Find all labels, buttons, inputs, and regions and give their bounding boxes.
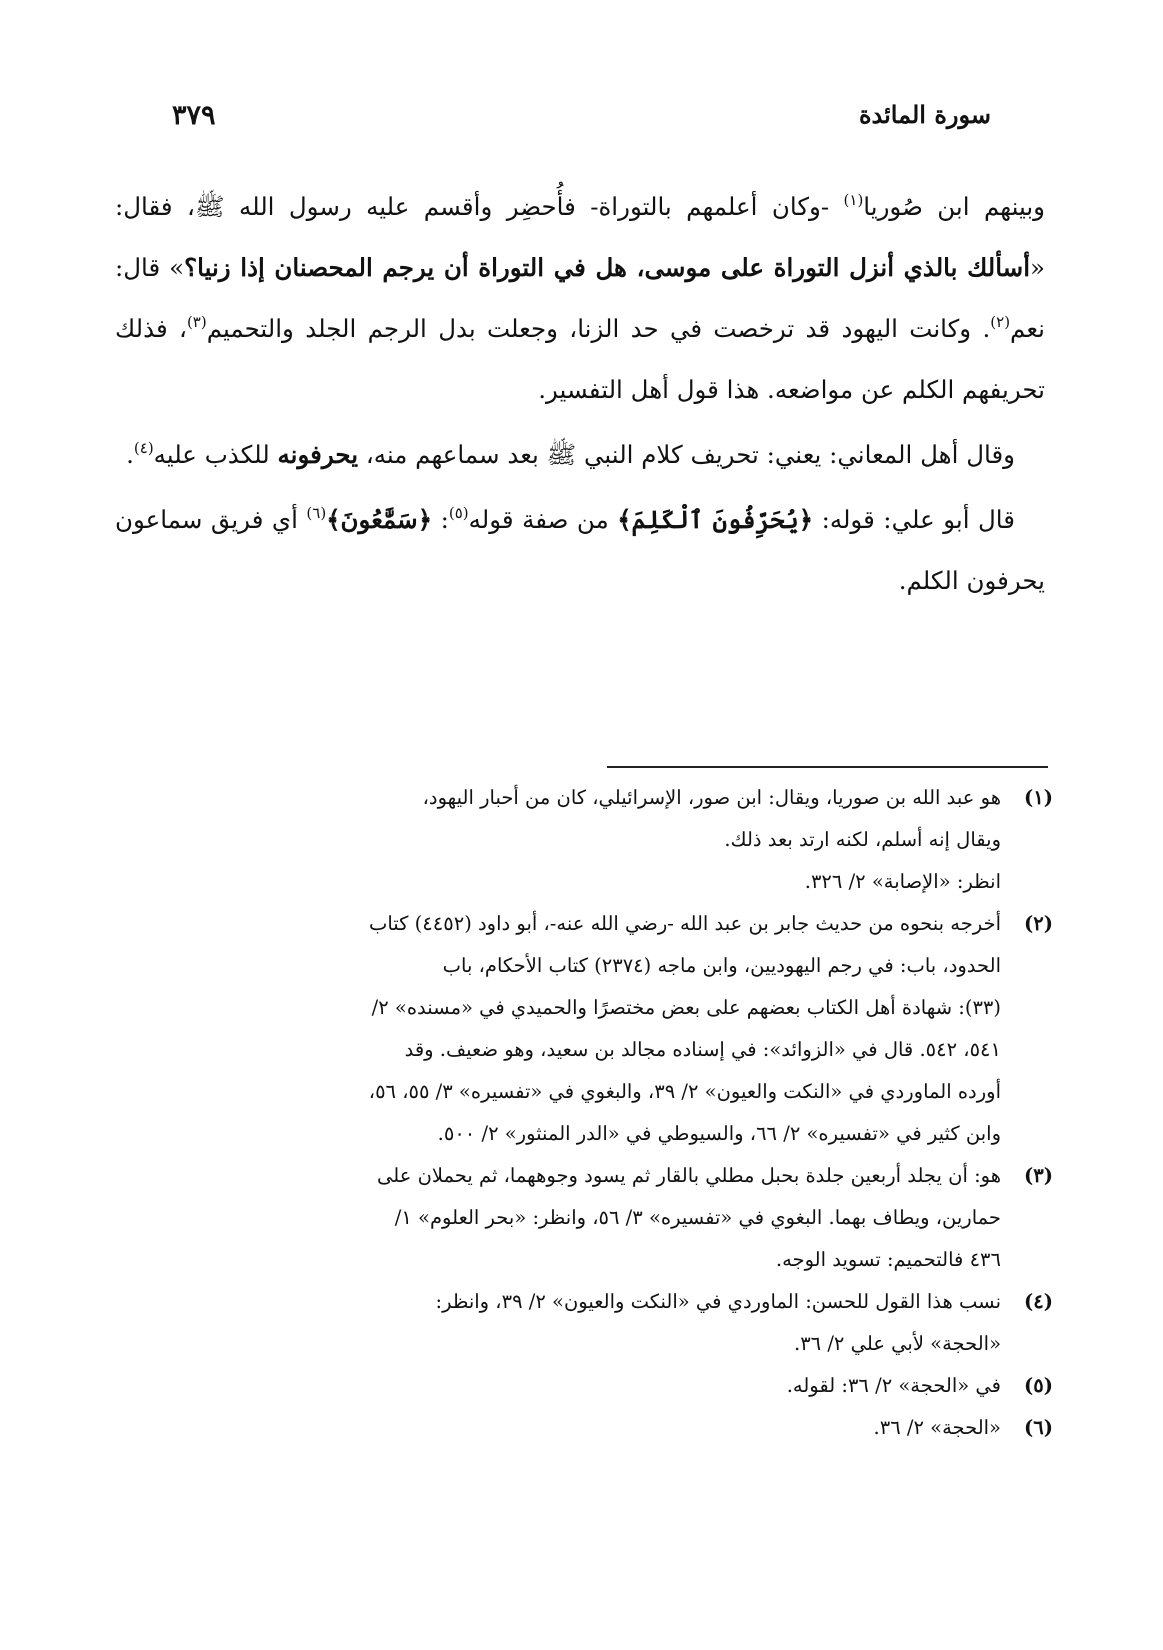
footnote-marker-5: (٥) bbox=[448, 504, 469, 522]
hadith-quote: أسألك بالذي أنزل التوراة على موسى، هل في التوراة أن يرجم المحصنان إذا زنيا؟ bbox=[184, 253, 1030, 282]
footnote-marker-1: (١) bbox=[843, 191, 864, 209]
text-run: وقال أهل المعاني: يعني: تحريف كلام النبي ﷺ بعد سماعهم منه، bbox=[358, 440, 1015, 469]
text-run: وبينهم ابن صُوريا bbox=[863, 192, 1046, 221]
footnote-line: وابن كثير في «تفسيره» ٢/ ٦٦، والسيوطي في «الدر المنثور» ٢/ ٥٠٠. bbox=[437, 1122, 1001, 1145]
footnote-marker-4: (٤) bbox=[133, 439, 154, 457]
footnote-line: في «الحجة» ٢/ ٣٦: لقوله. bbox=[786, 1374, 1001, 1397]
footnote-line: حمارين، ويطاف بهما. البغوي في «تفسيره» ٣/ ٥٦، وانظر: «بحر العلوم» ١/ bbox=[394, 1206, 1001, 1229]
quran-quote-1: ﴿يُحَرِّفُونَ ٱلْكَلِمَ﴾ bbox=[617, 505, 814, 534]
footnote-line: ٤٣٦ فالتحميم: تسويد الوجه. bbox=[775, 1248, 1001, 1271]
footnote-number: (٣) bbox=[1024, 1164, 1053, 1187]
paragraph-3 bbox=[115, 489, 1045, 611]
paragraph-1 bbox=[115, 176, 1045, 420]
footnote-1 bbox=[113, 777, 1053, 903]
text-run: . وكانت اليهود قد ترخصت في حد الزنا، وجعلت بدل الرجم الجلد والتحميم bbox=[206, 314, 991, 343]
bold-word: يحرفونه bbox=[277, 440, 359, 469]
main-text bbox=[115, 176, 1045, 615]
footnote-number: (١) bbox=[1024, 786, 1053, 809]
footnote-marker-6: (٦) bbox=[306, 504, 327, 522]
footnote-line: هو عبد الله بن صوريا، ويقال: ابن صور، الإسرائيلي، كان من أحبار اليهود، bbox=[422, 786, 1001, 809]
footnote-marker-3: (٣) bbox=[186, 313, 207, 331]
text-run: . bbox=[126, 440, 134, 469]
footnote-number: (٦) bbox=[1024, 1416, 1053, 1439]
footnote-line: أورده الماوردي في «النكت والعيون» ٢/ ٣٩، والبغوي في «تفسيره» ٣/ ٥٥، ٥٦، bbox=[368, 1080, 1001, 1103]
text-run: أي فريق سماعون يحرفون الكلم. bbox=[115, 505, 1045, 595]
text-run: للكذب عليه bbox=[153, 440, 278, 469]
text-run: -وكان أعلمهم بالتوراة- فأُحضِر وأقسم عليه رسول الله ﷺ، فقال: « bbox=[115, 192, 1045, 282]
footnote-line: انظر: «الإصابة» ٢/ ٣٢٦. bbox=[804, 870, 1001, 893]
footnote-2 bbox=[113, 903, 1053, 1155]
footnote-3 bbox=[113, 1155, 1053, 1281]
surah-title: سورة المائدة bbox=[858, 100, 991, 129]
footnote-line: «الحجة» ٢/ ٣٦. bbox=[873, 1416, 1001, 1439]
text-run: : bbox=[432, 505, 449, 534]
footnote-6 bbox=[113, 1407, 1053, 1449]
footnote-line: أخرجه بنحوه من حديث جابر بن عبد الله -رضي الله عنه-، أبو داود (٤٤٥٢) كتاب bbox=[369, 912, 1001, 935]
footnote-line: هو: أن يجلد أربعين جلدة بحبل مطلي بالقار ثم يسود وجوههما، ثم يحملان على bbox=[377, 1164, 1001, 1187]
footnote-line: (٣٣): شهادة أهل الكتاب بعضهم على بعض مختصرًا والحميدي في «مسنده» ٢/ bbox=[371, 996, 1001, 1019]
quran-quote-2: ﴿سَمَّٰعُونَ﴾ bbox=[326, 505, 433, 534]
footnote-number: (٥) bbox=[1024, 1374, 1053, 1397]
footnote-number: (٢) bbox=[1024, 912, 1053, 935]
footnote-separator bbox=[607, 766, 1048, 768]
running-header bbox=[172, 100, 991, 140]
footnote-5 bbox=[113, 1365, 1053, 1407]
footnote-line: ٥٤١، ٥٤٢. قال في «الزوائد»: في إسناده مجالد بن سعيد، وهو ضعيف. وقد bbox=[404, 1038, 1001, 1061]
footnote-line: «الحجة» لأبي علي ٢/ ٣٦. bbox=[793, 1332, 1001, 1355]
footnote-line: ويقال إنه أسلم، لكنه ارتد بعد ذلك. bbox=[724, 828, 1001, 851]
footnote-number: (٤) bbox=[1024, 1290, 1053, 1313]
text-run: قال أبو علي: قوله: bbox=[813, 505, 1015, 534]
paragraph-2 bbox=[115, 424, 1045, 485]
footnote-line: نسب هذا القول للحسن: الماوردي في «النكت والعيون» ٢/ ٣٩، وانظر: bbox=[435, 1290, 1001, 1313]
footnote-line: الحدود، باب: في رجم اليهوديين، وابن ماجه (٢٣٧٤) كتاب الأحكام، باب bbox=[442, 954, 1001, 977]
text-run: » قال: نعم bbox=[115, 253, 1045, 343]
footnotes bbox=[113, 777, 1053, 1449]
footnote-4 bbox=[113, 1281, 1053, 1365]
footnote-marker-2: (٢) bbox=[990, 313, 1011, 331]
text-run: من صفة قوله bbox=[468, 505, 618, 534]
page-number: ٣٧٩ bbox=[172, 100, 216, 131]
text-run: ، فذلك تحريفهم الكلم عن مواضعه. هذا قول أهل التفسير. bbox=[115, 314, 1045, 404]
